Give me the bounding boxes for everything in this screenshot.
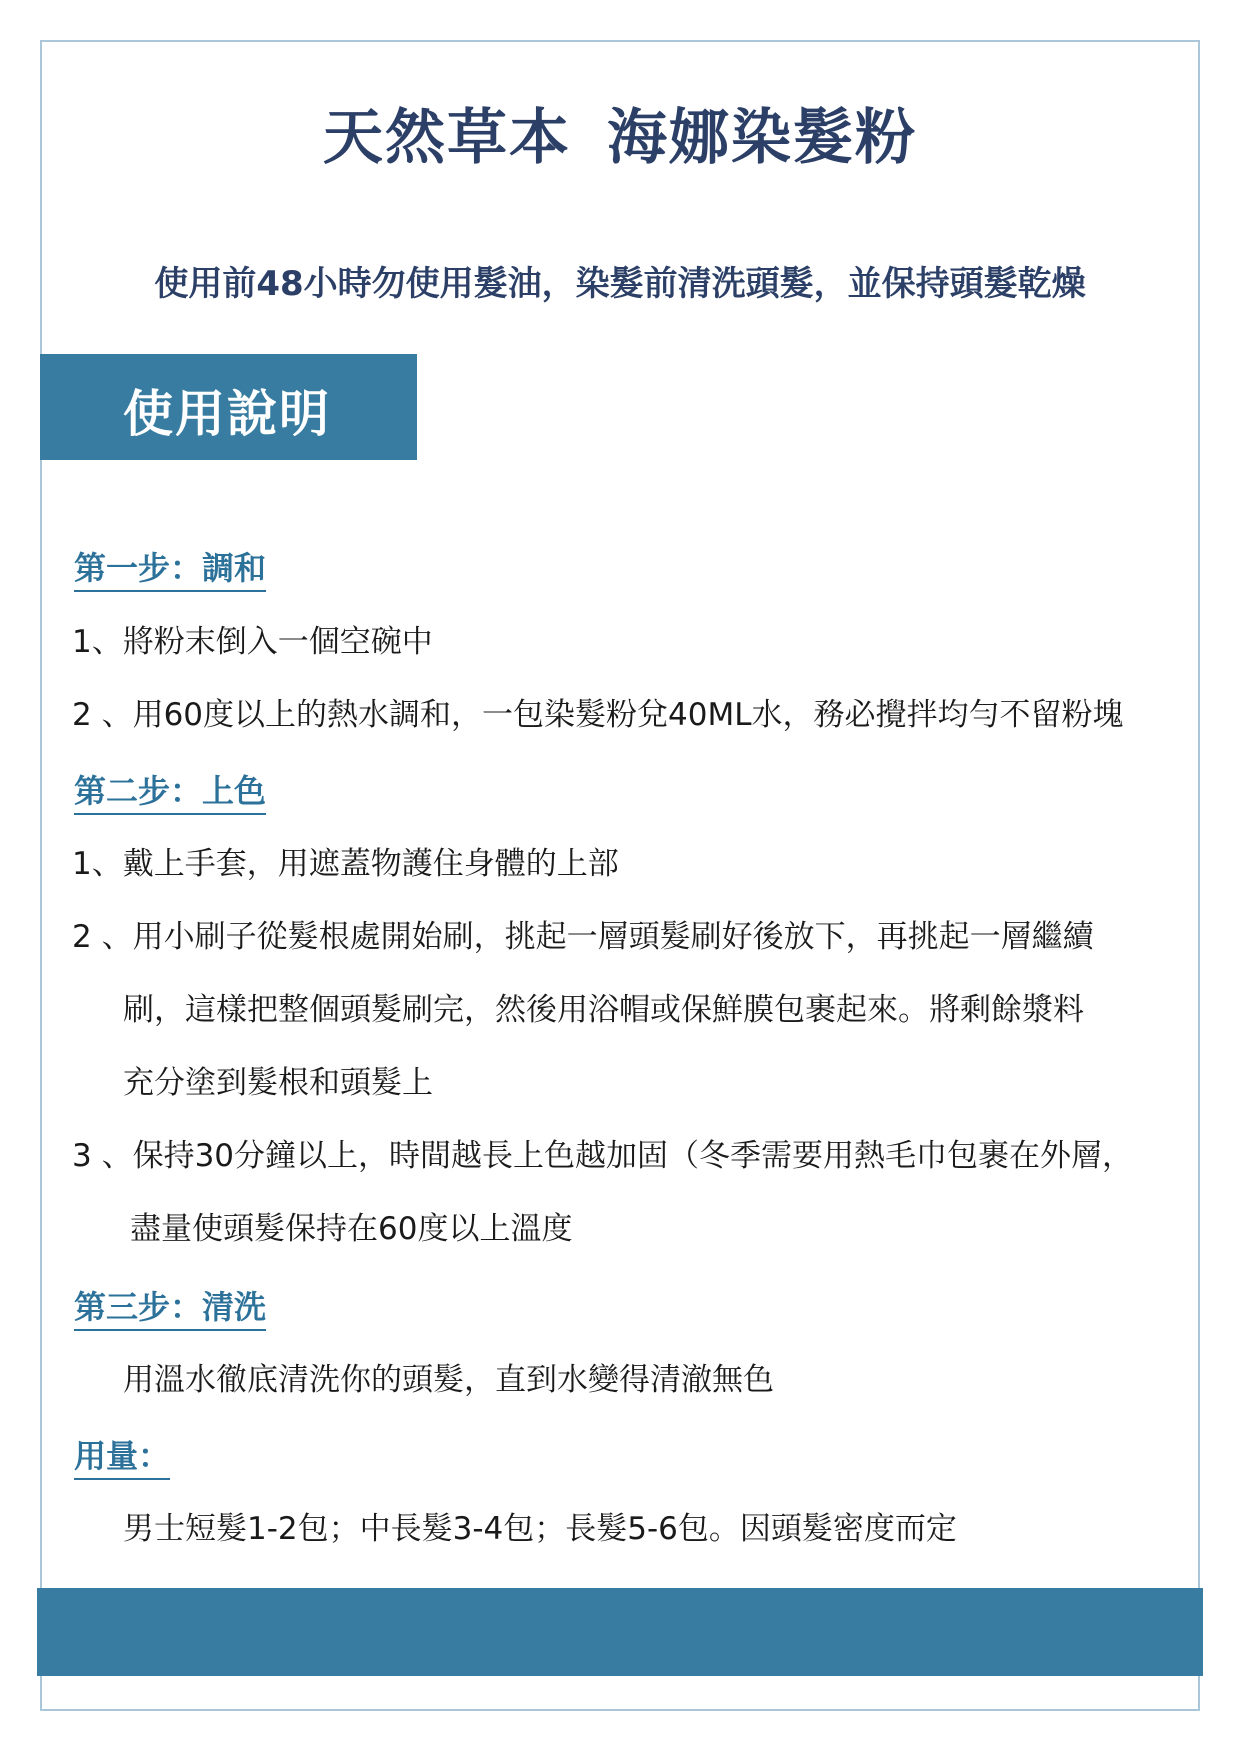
dosage-text: 男士短髮1-2包；中長髮3-4包；長髮5-6包。因頭髮密度而定 <box>123 1511 957 1547</box>
step1-heading: 第一步：調和 <box>74 550 266 592</box>
title-part-1: 天然草本 <box>323 103 571 173</box>
step1-line-2: 2 、用60度以上的熱水調和，一包染髮粉兌40ML水，務必攪拌均勻不留粉塊 <box>72 697 1124 733</box>
step2-line-5: 3 、保持30分鐘以上，時間越長上色越加固（冬季需要用熱毛巾包裹在外層， <box>72 1138 1134 1174</box>
step2-line-2: 2 、用小刷子從髮根處開始刷，挑起一層頭髮刷好後放下，再挑起一層繼續 <box>72 919 1094 955</box>
step1-line-1: 1、將粉末倒入一個空碗中 <box>72 624 433 660</box>
pre-use-notice: 使用前48小時勿使用髮油，染髮前清洗頭髮，並保持頭髮乾燥 <box>154 264 1086 304</box>
instructions-banner <box>40 354 417 460</box>
step2-line-6: 盡量使頭髮保持在60度以上溫度 <box>130 1211 573 1247</box>
page-title <box>0 90 1240 176</box>
step2-line-4: 充分塗到髮根和頭髮上 <box>123 1065 433 1101</box>
instructions-banner-label: 使用說明 <box>123 385 331 443</box>
step3-heading: 第三步：清洗 <box>74 1289 266 1331</box>
dosage-heading: 用量： <box>74 1438 170 1480</box>
step2-heading: 第二步：上色 <box>74 773 266 815</box>
title-part-2: 海娜染髮粉 <box>607 103 917 173</box>
step2-line-1: 1、戴上手套，用遮蓋物護住身體的上部 <box>72 846 619 882</box>
footer-bar <box>37 1588 1203 1676</box>
step2-line-3: 刷，這樣把整個頭髮刷完，然後用浴帽或保鮮膜包裹起來。將剩餘漿料 <box>123 992 1084 1028</box>
step3-line-1: 用溫水徹底清洗你的頭髮，直到水變得清澈無色 <box>123 1362 774 1398</box>
